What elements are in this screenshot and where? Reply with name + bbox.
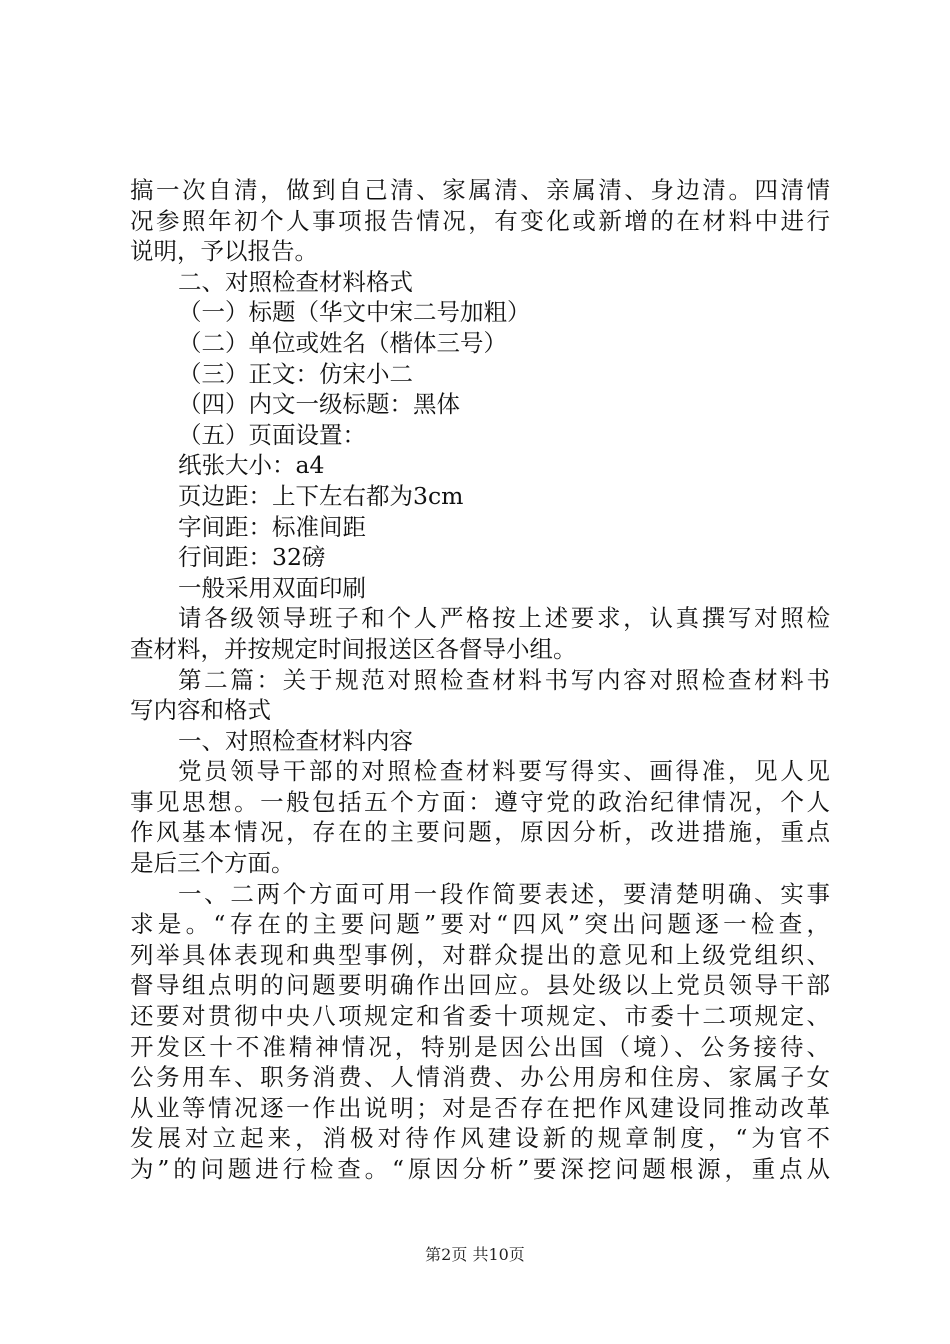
text-line: 求是。“存在的主要问题”要对“四风”突出问题逐一检查， <box>130 910 830 939</box>
text-line: 督导组点明的问题要明确作出回应。县处级以上党员领导干部 <box>130 971 830 1000</box>
text-line: 请各级领导班子和个人严格按上述要求，认真撰写对照检 <box>178 604 830 633</box>
chapter-title: 写内容和格式 <box>130 696 271 725</box>
text-line: 是后三个方面。 <box>130 849 295 878</box>
text-line: 还要对贯彻中央八项规定和省委十项规定、市委十二项规定、 <box>130 1002 830 1031</box>
text-line: 公务用车、职务消费、人情消费、办公用房和住房、家属子女 <box>130 1063 830 1092</box>
document-body <box>130 175 830 1185</box>
text-line: 为”的问题进行检查。“原因分析”要深挖问题根源，重点从 <box>130 1155 830 1183</box>
setting-item: 字间距：标准间距 <box>178 512 366 541</box>
setting-item: 纸张大小：a4 <box>178 451 325 480</box>
list-item: （一）标题（华文中宋二号加粗） <box>178 298 531 327</box>
chapter-title: 第二篇：关于规范对照检查材料书写内容对照检查材料书 <box>178 665 830 694</box>
list-item: （五）页面设置： <box>178 420 366 449</box>
text-line: 作风基本情况，存在的主要问题，原因分析，改进措施，重点 <box>130 818 830 847</box>
list-item: （四）内文一级标题：黑体 <box>178 390 460 419</box>
text-line: 开发区十不准精神情况，特别是因公出国（境）、公务接待、 <box>130 1032 830 1061</box>
text-line: 从业等情况逐一作出说明；对是否存在把作风建设同推动改革 <box>130 1093 830 1122</box>
page-footer <box>0 1244 950 1266</box>
text-line: 说明，予以报告。 <box>130 237 318 266</box>
text-line: 况参照年初个人事项报告情况，有变化或新增的在材料中进行 <box>130 206 830 235</box>
setting-item: 行间距：32磅 <box>178 543 326 572</box>
text-line: 事见思想。一般包括五个方面：遵守党的政治纪律情况，个人 <box>130 787 830 816</box>
list-item: （三）正文：仿宋小二 <box>178 359 413 388</box>
text-line: 一、二两个方面可用一段作简要表述，要清楚明确、实事 <box>178 879 830 908</box>
list-item: （二）单位或姓名（楷体三号） <box>178 328 507 357</box>
section-heading: 二、对照检查材料格式 <box>178 267 413 296</box>
setting-item: 一般采用双面印刷 <box>178 573 366 602</box>
text-line: 党员领导干部的对照检查材料要写得实、画得准，见人见 <box>178 757 830 786</box>
setting-item: 页边距：上下左右都为3cm <box>178 481 464 510</box>
section-heading: 一、对照检查材料内容 <box>178 726 413 755</box>
text-line: 发展对立起来，消极对待作风建设新的规章制度，“为官不 <box>130 1124 830 1153</box>
text-line: 列举具体表现和典型事例，对群众提出的意见和上级党组织、 <box>130 940 830 969</box>
page-number: 第2页 共10页 <box>425 1245 525 1264</box>
text-line: 搞一次自清，做到自己清、家属清、亲属清、身边清。四清情 <box>130 176 830 204</box>
text-line: 查材料，并按规定时间报送区各督导小组。 <box>130 634 577 663</box>
